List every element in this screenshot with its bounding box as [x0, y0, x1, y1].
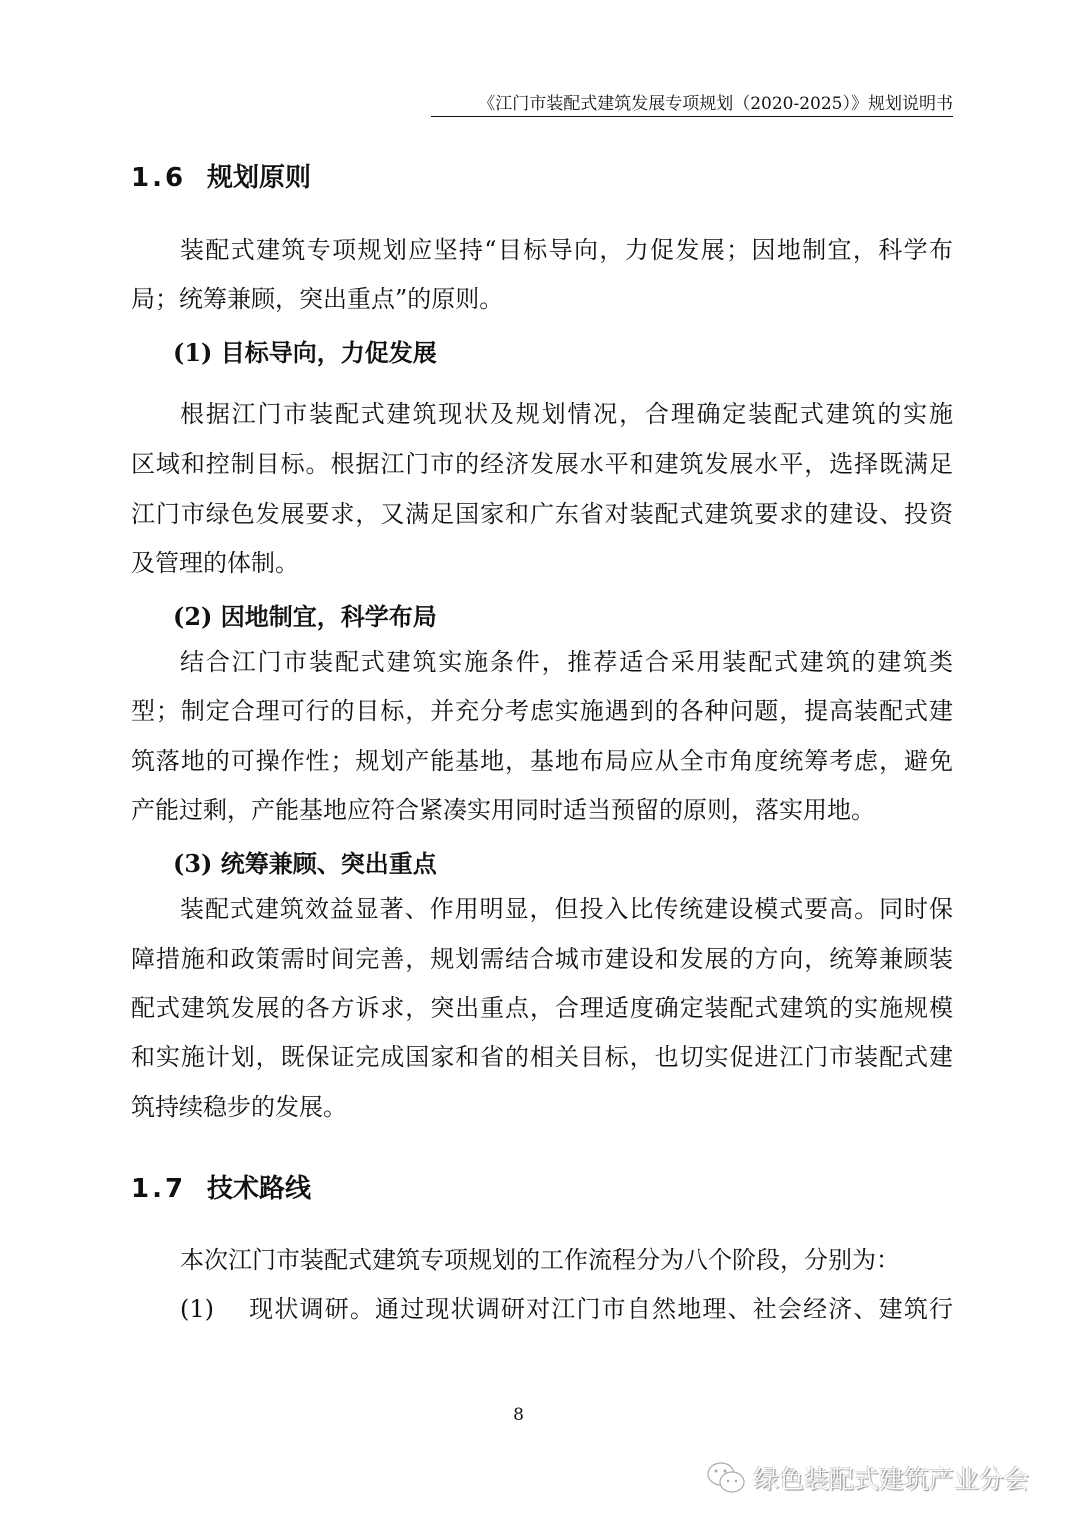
paragraph-line: 江门市绿色发展要求，又满足国家和广东省对装配式建筑要求的建设、投资 — [131, 500, 953, 528]
subheading-2: (2) 因地制宜，科学布局 — [173, 602, 437, 631]
paragraph-line: 及管理的体制。 — [131, 549, 299, 577]
page-number: 8 — [513, 1405, 524, 1425]
section-heading-1-7: 1.7 技术路线 — [131, 1174, 312, 1204]
paragraph-line: 配式建筑发展的各方诉求，突出重点，合理适度确定装配式建筑的实施规模 — [131, 994, 953, 1022]
paragraph-line: 装配式建筑效益显著、作用明显，但投入比传统建设模式要高。同时保 — [180, 895, 953, 923]
subheading-3: (3) 统筹兼顾、突出重点 — [173, 849, 437, 878]
watermark — [706, 1460, 1029, 1496]
paragraph-line: 结合江门市装配式建筑实施条件，推荐适合采用装配式建筑的建筑类 — [180, 648, 953, 676]
paragraph-line: (1) 现状调研。通过现状调研对江门市自然地理、社会经济、建筑行 — [180, 1295, 953, 1323]
paragraph-line: 型；制定合理可行的目标，并充分考虑实施遇到的各种问题，提高装配式建 — [131, 697, 953, 725]
wechat-icon — [706, 1461, 748, 1495]
paragraph-line: 装配式建筑专项规划应坚持“目标导向，力促发展；因地制宜，科学布 — [180, 236, 953, 264]
running-header: 《江门市装配式建筑发展专项规划（2020-2025）》规划说明书 — [431, 89, 953, 117]
paragraph-line: 筑持续稳步的发展。 — [131, 1093, 347, 1121]
paragraph-line: 区域和控制目标。根据江门市的经济发展水平和建筑发展水平，选择既满足 — [131, 450, 953, 478]
paragraph-line: 筑落地的可操作性；规划产能基地，基地布局应从全市角度统筹考虑，避免 — [131, 747, 953, 775]
paragraph-line: 产能过剩，产能基地应符合紧凑实用同时适当预留的原则，落实用地。 — [131, 796, 875, 824]
paragraph-line: 和实施计划，既保证完成国家和省的相关目标，也切实促进江门市装配式建 — [131, 1043, 953, 1071]
paragraph-line: 本次江门市装配式建筑专项规划的工作流程分为八个阶段，分别为： — [180, 1246, 900, 1274]
section-heading-1-6: 1.6 规划原则 — [131, 163, 312, 193]
subheading-1: (1) 目标导向，力促发展 — [173, 338, 437, 367]
paragraph-line: 障措施和政策需时间完善，规划需结合城市建设和发展的方向，统筹兼顾装 — [131, 945, 953, 973]
paragraph-line: 根据江门市装配式建筑现状及规划情况，合理确定装配式建筑的实施 — [180, 400, 953, 428]
watermark-text: 绿色装配式建筑产业分会 — [754, 1465, 1030, 1494]
paragraph-line: 局；统筹兼顾，突出重点”的原则。 — [131, 285, 504, 313]
